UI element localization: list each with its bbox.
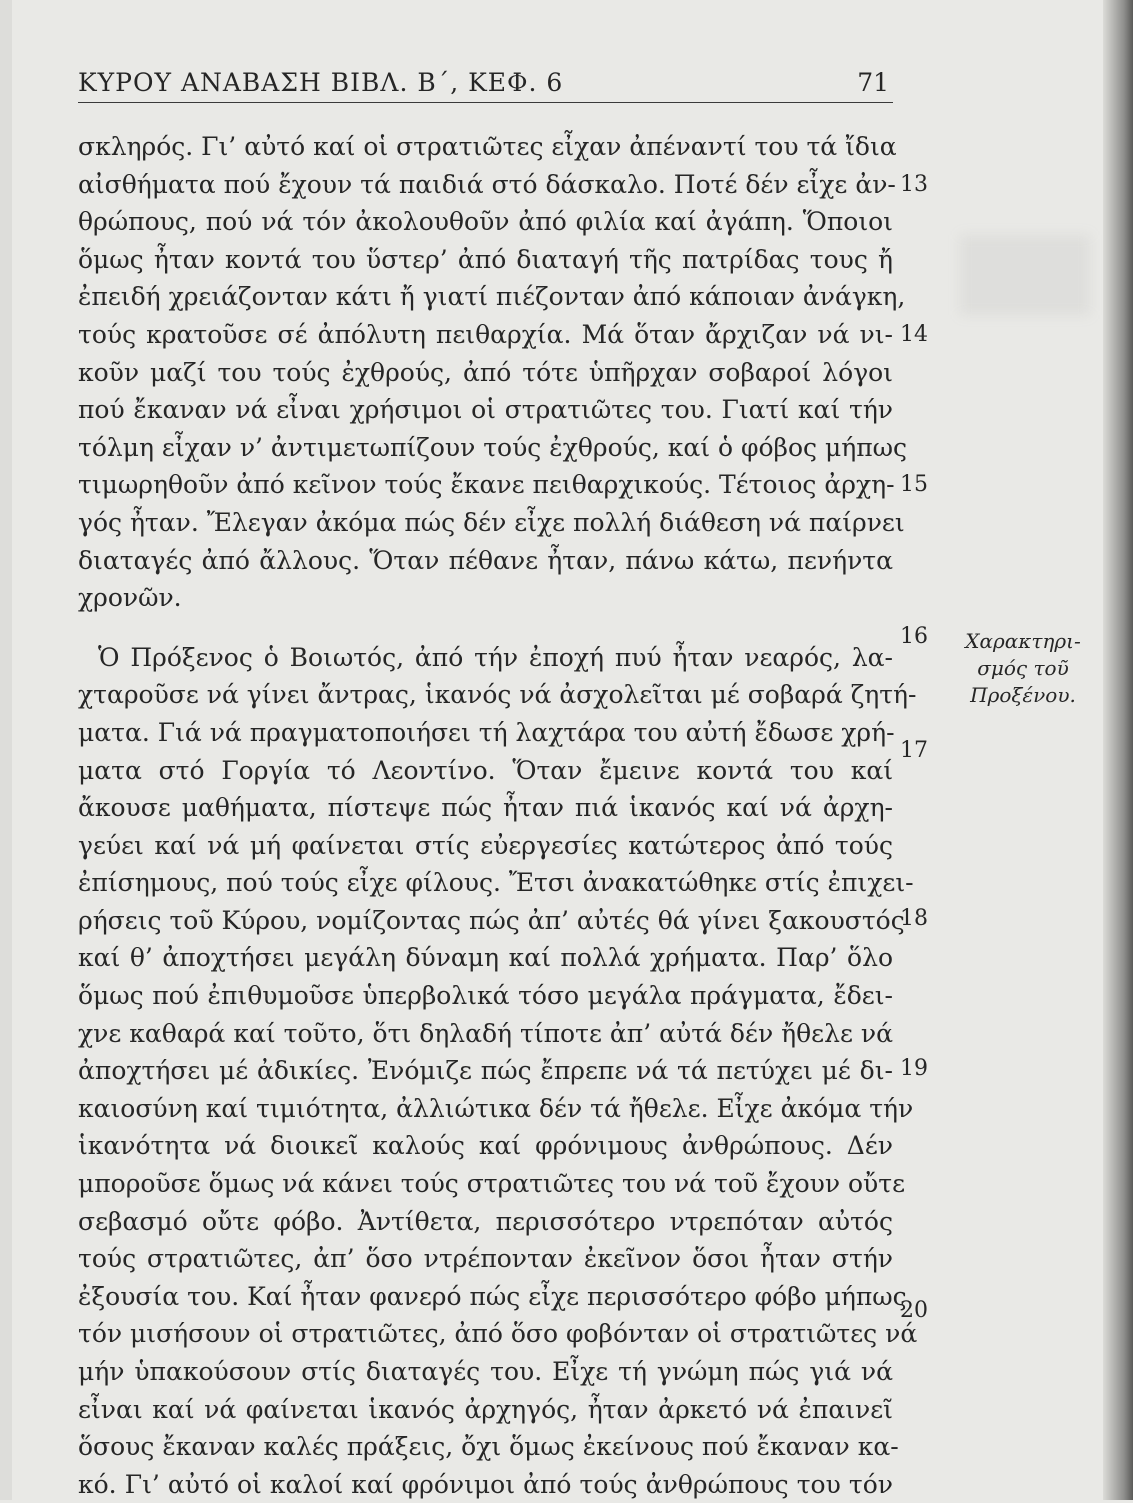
page-number: 71 bbox=[857, 68, 889, 97]
text-line: σκληρός. Γι’ αὐτό καί οἱ στρατιῶτες εἶχαν ἀπέναντί του τά ἴδια bbox=[78, 132, 897, 161]
text-line: ἄκουσε μαθήματα, πίστεψε πώς ἦταν πιά ἱκανός καί νά ἀρχη- bbox=[78, 793, 893, 823]
text-line: ὅμως ἦταν κοντά του ὕστερ’ ἀπό διαταγή τῆς πατρίδας τους ἤ bbox=[78, 244, 893, 274]
section-number: 14 bbox=[900, 322, 928, 347]
text-line: ἀποχτήσει μέ ἀδικίες. Ἐνόμιζε πώς ἔπρεπε νά τά πετύχει μέ δι- bbox=[78, 1056, 893, 1086]
margin-note-line: Χαρακτηρι- bbox=[965, 629, 1081, 653]
page-header bbox=[78, 64, 893, 103]
text-line: ρήσεις τοῦ Κύρου, νομίζοντας πώς ἀπ’ αὐτές θά γίνει ξακουστός bbox=[78, 905, 905, 935]
text-line: πού ἔκαναν νά εἶναι χρήσιμοι οἱ στρατιῶτες του. Γιατί καί τήν bbox=[78, 395, 893, 425]
section-number: 20 bbox=[900, 1298, 928, 1323]
text-line: διαταγές ἀπό ἄλλους. Ὅταν πέθανε ἦταν, πάνω κάτω, πενήντα bbox=[78, 545, 893, 575]
text-line: χνε καθαρά καί τοῦτο, ὅτι δηλαδή τίποτε ἀπ’ αὐτά δέν ἤθελε νά bbox=[78, 1018, 893, 1048]
text-line: θρώπους, πού νά τόν ἀκολουθοῦν ἀπό φιλία καί ἀγάπη. Ὅποιοι bbox=[78, 207, 893, 237]
text-line: εἶναι καί νά φαίνεται ἱκανός ἀρχηγός, ἦταν ἀρκετό νά ἐπαινεῖ bbox=[78, 1394, 893, 1424]
text-line: τόν μισήσουν οἱ στρατιῶτες, ἀπό ὅσο φοβόνταν οἱ στρατιῶτες νά bbox=[78, 1319, 918, 1349]
margin-note-line: Προξένου. bbox=[970, 683, 1076, 707]
text-line: καιοσύνη καί τιμιότητα, ἀλλιώτικα δέν τά ἤθελε. Εἶχε ἀκόμα τήν bbox=[78, 1093, 914, 1123]
text-line: κοῦν μαζί του τούς ἐχθρούς, ἀπό τότε ὑπῆρχαν σοβαροί λόγοι bbox=[78, 357, 893, 387]
text-line: μποροῦσε ὅμως νά κάνει τούς στρατιῶτες του νά τοῦ ἔχουν οὔτε bbox=[78, 1169, 906, 1199]
book-spine-shadow bbox=[1103, 0, 1133, 1500]
text-line: αἰσθήματα πού ἔχουν τά παιδιά στό δάσκαλο. Ποτέ δέν εἶχε ἀν- bbox=[78, 169, 896, 199]
text-line: ἐπίσημους, πού τούς εἶχε φίλους. Ἔτσι ἀνακατώθηκε στίς ἐπιχει- bbox=[78, 868, 914, 898]
section-number: 18 bbox=[900, 906, 928, 931]
text-line: ἐπειδή χρειάζονταν κάτι ἤ γιατί πιέζονταν ἀπό κάποιαν ἀνάγκη, bbox=[78, 282, 906, 312]
text-line: γός ἦταν. Ἔλεγαν ἀκόμα πώς δέν εἶχε πολλή διάθεση νά παίρνει bbox=[78, 507, 905, 537]
text-line: ἐξουσία του. Καί ἦταν φανερό πώς εἶχε περισσότερο φόβο μήπως bbox=[78, 1281, 907, 1311]
page-edge-shadow bbox=[0, 0, 12, 1500]
section-number: 19 bbox=[900, 1056, 928, 1081]
text-line: ματα. Γιά νά πραγματοποιήσει τή λαχτάρα του αὐτή ἔδωσε χρή- bbox=[78, 717, 895, 747]
section-number: 13 bbox=[900, 172, 928, 197]
text-line: κό. Γι’ αὐτό οἱ καλοί καί φρόνιμοι ἀπό τούς ἀνθρώπους του τόν bbox=[78, 1469, 893, 1499]
text-line: Ὁ Πρόξενος ὁ Βοιωτός, ἀπό τήν ἐποχή πυύ ἦταν νεαρός, λα- bbox=[98, 642, 893, 672]
text-line: ὅσους ἔκαναν καλές πράξεις, ὄχι ὅμως ἐκείνους πού ἔκαναν κα- bbox=[78, 1432, 899, 1462]
margin-note-line: σμός τοῦ bbox=[977, 656, 1069, 680]
text-line: τόλμη εἶχαν ν’ ἀντιμετωπίζουν τούς ἐχθρούς, καί ὁ φόβος μήπως bbox=[78, 432, 908, 462]
text-line: τούς στρατιῶτες, ἀπ’ ὅσο ντρέπονταν ἐκεῖνον ὅσοι ἦταν στήν bbox=[78, 1244, 893, 1274]
text-line: σεβασμό οὔτε φόβο. Ἀντίθετα, περισσότερο ντρεπόταν αὐτός bbox=[78, 1206, 893, 1236]
text-line: μήν ὑπακούσουν στίς διαταγές του. Εἶχε τή γνώμη πώς γιά νά bbox=[78, 1357, 893, 1386]
section-number: 17 bbox=[900, 738, 928, 763]
text-line: γεύει καί νά μή φαίνεται στίς εὐεργεσίες κατώτερος ἀπό τούς bbox=[78, 830, 893, 860]
text-line: ὅμως πού ἐπιθυμοῦσε ὑπερβολικά τόσο μεγάλα πράγματα, ἔδει- bbox=[78, 981, 893, 1011]
margin-note bbox=[948, 628, 1098, 709]
running-head: ΚΥΡΟΥ ΑΝΑΒΑΣΗ ΒΙΒΛ. Β΄, ΚΕΦ. 6 bbox=[78, 68, 564, 97]
text-line: καί θ’ ἀποχτήσει μεγάλη δύναμη καί πολλά χρήματα. Παρ’ ὅλο bbox=[78, 943, 893, 973]
section-number: 16 bbox=[900, 624, 928, 649]
section-number: 15 bbox=[900, 472, 928, 497]
show-through-smudge bbox=[960, 235, 1090, 315]
text-line: χταροῦσε νά γίνει ἄντρας, ἱκανός νά ἀσχολεῖται μέ σοβαρά ζητή- bbox=[78, 680, 917, 710]
text-line: ἱκανότητα νά διοικεῖ καλούς καί φρόνιμους ἀνθρώπους. Δέν bbox=[78, 1131, 893, 1161]
text-line: ματα στό Γοργία τό Λεοντίνο. Ὅταν ἔμεινε κοντά του καί bbox=[78, 755, 893, 785]
text-line: χρονῶν. bbox=[78, 583, 182, 613]
text-line: τούς κρατοῦσε σέ ἀπόλυτη πειθαρχία. Μά ὅταν ἄρχιζαν νά νι- bbox=[78, 319, 893, 349]
text-line: τιμωρηθοῦν ἀπό κεῖνον τούς ἔκανε πειθαρχικούς. Τέτοιος ἀρχη- bbox=[78, 470, 895, 500]
